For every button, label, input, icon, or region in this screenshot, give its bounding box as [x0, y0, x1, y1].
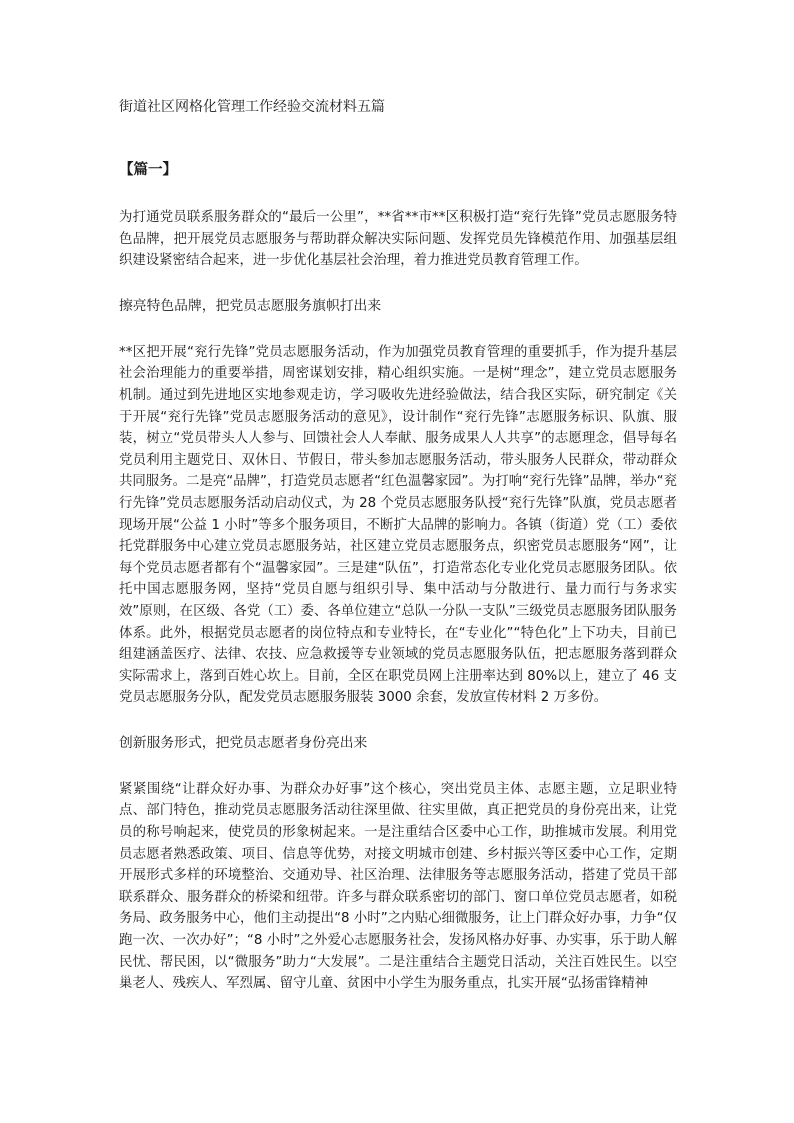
paragraph-service-form: 紧紧围绕“让群众好办事、为群众办好事”这个核心，突出党员主体、志愿主题，立足职业特点、部门特色，推动党员志愿服务活动往深里做、往实里做，真正把党员的身份亮出来，让党员的称号响起来，使党员的形象树起来。一是注重结合区委中心工作，助推城市发展。利用党员志愿者熟悉政策、项目、信息等优势，对接文明城市创建、乡村振兴等区委中心工作，定期开展形式多样的环境整治、交通劝导、社区治理、法律服务等志愿服务活动，搭建了党员干部联系群众、服务群众的桥梁和纽带。许多与群众联系密切的部门、窗口单位党员志愿者，如税务局、政务服务中心，他们主动提出“8 小时”之内贴心细微服务，让上门群众好办事，力争“仅跑一次、一次办好”；“8 小时”之外爱心志愿服务社会，发扬风格办好事、办实事，乐于助人解民忧、帮民困，以“微服务”助力“大发展”。二是注重结合主题党日活动，关注百姓民生。以空巢老人、残疾人、军烈属、留守儿童、贫困中小学生为服务重点，扎实开展“弘扬雷锋精神	[119, 781, 677, 992]
section-heading: 【篇一】	[119, 162, 177, 178]
paragraph-brand: **区把开展“兖行先锋”党员志愿服务活动，作为加强党员教育管理的重要抓手，作为提升基层社会治理能力的重要举措，周密谋划安排，精心组织实施。一是树“理念”，建立党员志愿服务机制。通过到先进地区实地参观走访，学习吸收先进经验做法，结合我区实际，研究制定《关于开展“兖行先锋”党员志愿服务活动的意见》，设计制作“兖行先锋”志愿服务标识、队旗、服装，树立“党员带头人人参与、回馈社会人人奉献、服务成果人人共享”的志愿理念，倡导每名党员利用主题党日、双休日、节假日，带头参加志愿服务活动，带头服务人民群众，带动群众共同服务。二是亮“品牌”，打造党员志愿者“红色温馨家园”。为打响“兖行先锋”品牌，举办“兖行先锋”党员志愿服务活动启动仪式，为 28 个党员志愿服务队授“兖行先锋”队旗，党员志愿者现场开展“公益 1 小时”等多个服务项目，不断扩大品牌的影响力。各镇（街道）党（工）委依托党群服务中心建立党员志愿服务站，社区建立党员志愿服务点，织密党员志愿服务“网”，让每个党员志愿者都有个“温馨家园”。三是建“队伍”，打造常态化专业化党员志愿服务团队。依托中国志愿服务网，坚持“党员自愿与组织引导、集中活动与分散进行、量力而行与务求实效”原则，在区级、各党（工）委、各单位建立“总队一分队一支队”三级党员志愿服务团队服务体系。此外，根据党员志愿者的岗位特点和专业特长，在“专业化”“特色化”上下功夫，目前已组建涵盖医疗、法律、农技、应急救援等专业领域的党员志愿服务队伍，把志愿服务落到群众实际需求上，落到百姓心坎上。目前，全区在职党员网上注册率达到 80%以上，建立了 46 支党员志愿服务分队，配发党员志愿服务服装 3000 余套，发放宣传材料 2 万多份。	[119, 344, 677, 706]
paragraph-intro: 为打通党员联系服务群众的“最后一公里”，**省**市**区积极打造“兖行先锋”党员志愿服务特色品牌，把开展党员志愿服务与帮助群众解决实际问题、发挥党员先锋模范作用、加强基层组织建设紧密结合起来，进一步优化基层社会治理，着力推进党员教育管理工作。	[119, 210, 677, 269]
subheading-service-form: 创新服务形式，把党员志愿者身份亮出来	[119, 734, 368, 751]
document-body	[119, 97, 677, 1019]
document-title: 街道社区网格化管理工作经验交流材料五篇	[119, 99, 385, 115]
subheading-brand: 擦亮特色品牌，把党员志愿服务旗帜打出来	[119, 297, 382, 314]
